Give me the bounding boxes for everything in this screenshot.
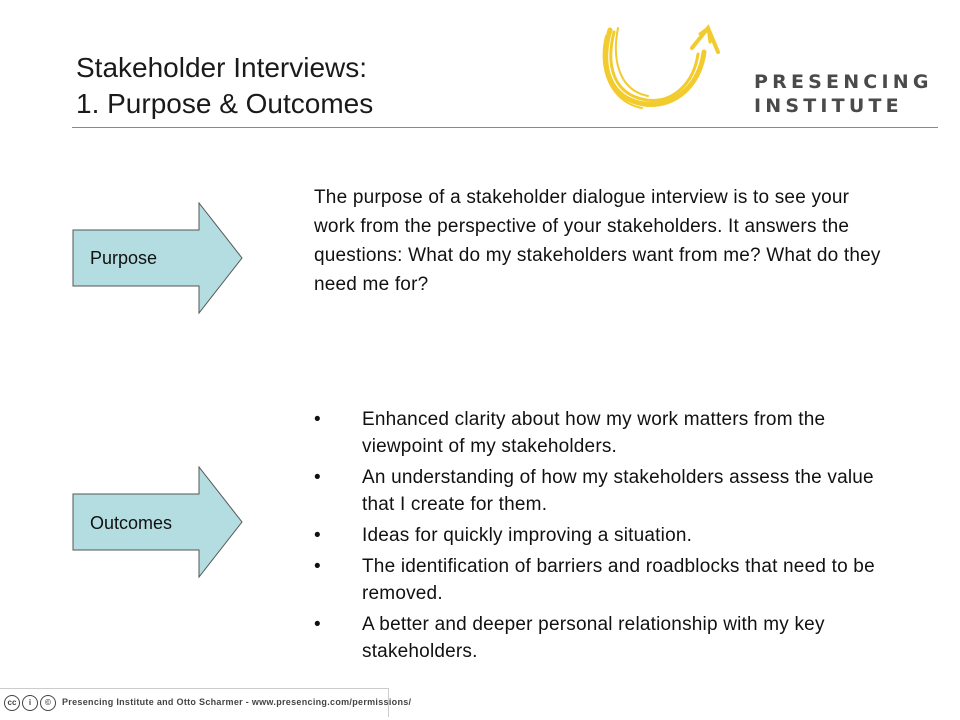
license-footer (0, 688, 412, 717)
title-line-2: 1. Purpose & Outcomes (76, 88, 374, 119)
list-item (314, 522, 884, 549)
presencing-logo-text (754, 70, 933, 118)
logo-line-1: PRESENCING (754, 71, 933, 93)
presencing-logo-icon (596, 22, 736, 122)
copyright-icon: © (40, 695, 56, 711)
outcomes-list (314, 406, 884, 669)
footer-text: Presencing Institute and Otto Scharmer - www.presencing.com/permissions/ (62, 697, 412, 707)
list-item (314, 464, 884, 518)
list-item (314, 406, 884, 460)
bullet-icon: • (314, 409, 321, 430)
title-line-1: Stakeholder Interviews: (76, 52, 368, 83)
outcomes-label: Outcomes (90, 513, 173, 533)
attribution-icon: i (22, 695, 38, 711)
bullet-icon: • (314, 614, 321, 635)
list-item (314, 611, 884, 665)
bullet-icon: • (314, 467, 321, 488)
purpose-text: The purpose of a stakeholder dialogue interview is to see your work from the perspective of your stakeholders. It answers the questions: What do my stakeholders want from me? What do they need me for? (314, 187, 881, 295)
slide-title (76, 50, 373, 122)
cc-icon: cc (4, 695, 20, 711)
logo-line-2: INSTITUTE (754, 95, 903, 117)
bullet-icon: • (314, 556, 321, 577)
list-item (314, 553, 884, 607)
bullet-icon: • (314, 525, 321, 546)
title-divider (72, 127, 938, 128)
list-item-text: Enhanced clarity about how my work matters from the viewpoint of my stakeholders. (362, 409, 826, 457)
list-item-text: The identification of barriers and roadblocks that need to be removed. (362, 556, 875, 604)
list-item-text: An understanding of how my stakeholders assess the value that I create for them. (362, 467, 874, 515)
purpose-label: Purpose (90, 248, 158, 268)
list-item-text: A better and deeper personal relationship with my key stakeholders. (362, 614, 825, 662)
list-item-text: Ideas for quickly improving a situation. (362, 525, 693, 546)
